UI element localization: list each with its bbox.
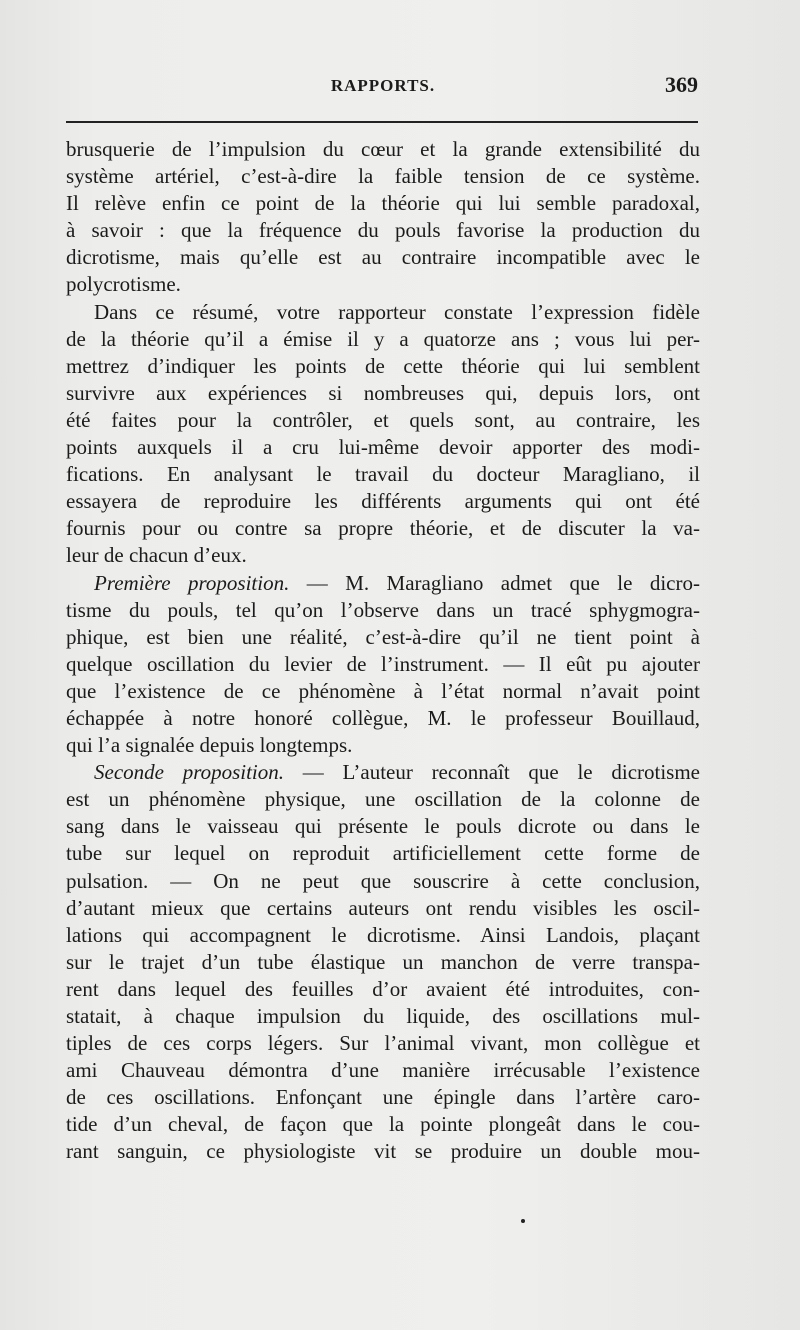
running-title: RAPPORTS. — [330, 76, 436, 95]
text-line: leur de chacun d’eux. — [66, 543, 247, 568]
text-line: à savoir : que la fréquence du pouls favorise la production du — [66, 218, 700, 243]
proposition-label: Seconde proposition. — [94, 760, 285, 785]
text-line: mettrez d’indiquer les points de cette théorie qui lui semblent — [66, 353, 700, 378]
text-line: tide d’un cheval, de façon que la pointe plongeât dans le cou- — [66, 1112, 700, 1137]
text-line: d’autant mieux que certains auteurs ont rendu visibles les oscil- — [66, 895, 700, 920]
text-line: tube sur lequel on reproduit artificiellement cette forme de — [66, 841, 700, 866]
text-line: de ces oscillations. Enfonçant une épingle dans l’artère caro- — [66, 1085, 700, 1110]
text-line: qui l’a signalée depuis longtemps. — [66, 733, 353, 758]
text-line: de la théorie qu’il a émise il y a quatorze ans ; vous lui per- — [66, 326, 700, 351]
text-line: tiples de ces corps légers. Sur l’animal vivant, mon collègue et — [66, 1031, 700, 1056]
line-text: — M. Maragliano admet que le dicro- — [289, 570, 700, 595]
text-line: tisme du pouls, tel qu’on l’observe dans un tracé sphygmogra- — [66, 597, 700, 622]
proposition-label: Première proposition. — [94, 570, 290, 595]
text-line: phique, est bien une réalité, c’est-à-dire qu’il ne tient point à — [66, 624, 700, 649]
text-line: fications. En analysant le travail du docteur Maragliano, il — [66, 462, 700, 487]
text-line: points auxquels il a cru lui-même devoir apporter des modi- — [66, 435, 700, 460]
body-text — [66, 136, 700, 1166]
page-number: 369 — [665, 72, 698, 97]
header-rule — [66, 121, 698, 123]
text-line: que l’existence de ce phénomène à l’état normal n’avait point — [66, 678, 700, 703]
text-line: rant sanguin, ce physiologiste vit se produire un double mou- — [66, 1139, 700, 1164]
text-line: échappée à notre honoré collègue, M. le professeur Bouillaud, — [66, 705, 700, 730]
text-line: brusquerie de l’impulsion du cœur et la grande extensibilité du — [66, 137, 700, 161]
text-line — [66, 759, 700, 786]
page-header — [66, 72, 700, 102]
text-line: fournis pour ou contre sa propre théorie, et de discuter la va- — [66, 516, 700, 541]
text-line: dicrotisme, mais qu’elle est au contraire incompatible avec le — [66, 245, 700, 270]
text-line: lations qui accompagnent le dicrotisme. Ainsi Landois, plaçant — [66, 922, 700, 947]
line-text: — L’auteur reconnaît que le dicrotisme — [284, 760, 700, 785]
text-line: Dans ce résumé, votre rapporteur constate l’expression fidèle — [94, 299, 700, 324]
text-line: sur le trajet d’un tube élastique un manchon de verre transpa- — [66, 949, 700, 974]
text-line: système artériel, c’est-à-dire la faible tension de ce système. — [66, 164, 700, 189]
text-line: rent dans lequel des feuilles d’or avaient été introduites, con- — [66, 976, 700, 1001]
text-line: pulsation. — On ne peut que souscrire à cette conclusion, — [66, 868, 700, 893]
text-line: été faites pour la contrôler, et quels sont, au contraire, les — [66, 407, 700, 432]
text-line: survivre aux expériences si nombreuses qui, depuis lors, ont — [66, 380, 700, 405]
text-line — [66, 570, 700, 597]
text-line: sang dans le vaisseau qui présente le pouls dicrote ou dans le — [66, 814, 700, 839]
text-line: statait, à chaque impulsion du liquide, des oscillations mul- — [66, 1004, 700, 1028]
text-line: est un phénomène physique, une oscillation de la colonne de — [66, 787, 700, 812]
text-line: polycrotisme. — [66, 272, 181, 297]
text-line: quelque oscillation du levier de l’instrument. — Il eût pu ajouter — [66, 651, 700, 676]
text-line: Il relève enfin ce point de la théorie qui lui semble paradoxal, — [66, 191, 700, 216]
text-line: ami Chauveau démontra d’une manière irrécusable l’existence — [66, 1058, 700, 1083]
text-line: essayera de reproduire les différents arguments qui ont été — [66, 489, 700, 514]
ink-dot — [521, 1219, 525, 1223]
